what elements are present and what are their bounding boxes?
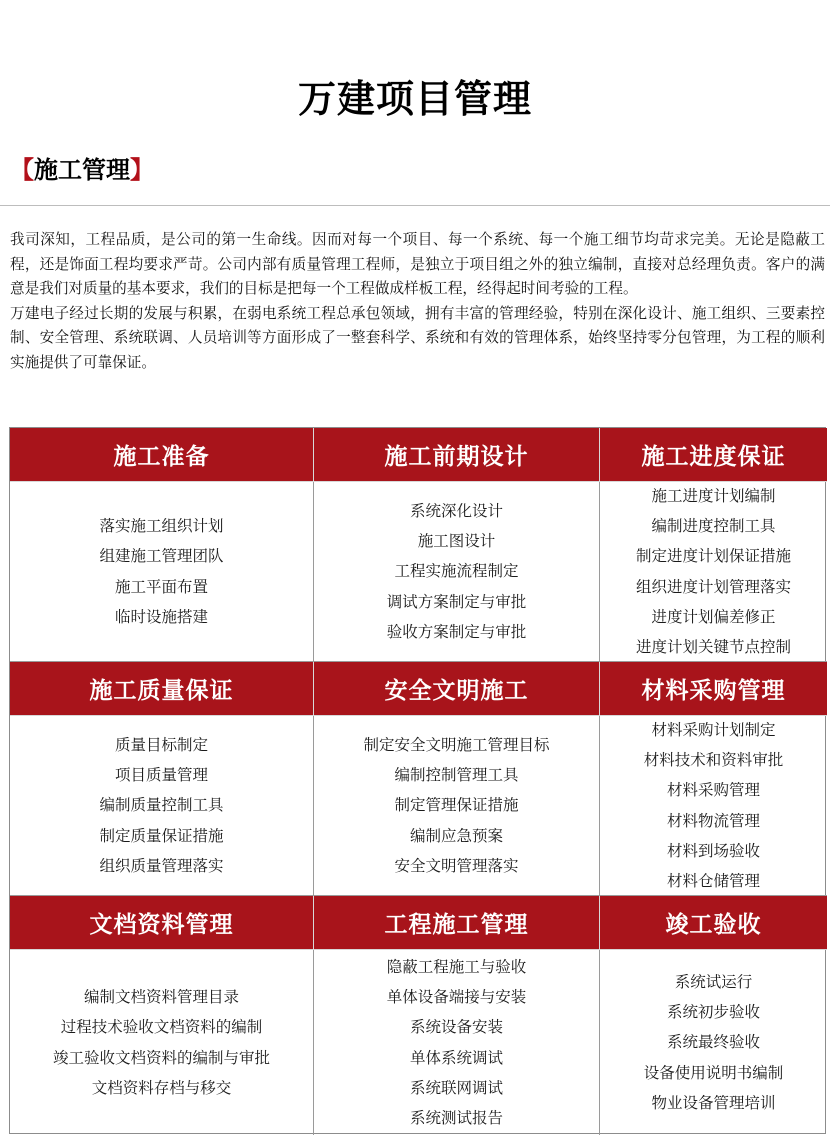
list-item: 安全文明管理落实 bbox=[394, 856, 519, 875]
category-header: 材料采购管理 bbox=[600, 662, 827, 716]
category-header: 施工前期设计 bbox=[314, 428, 600, 482]
category-header: 安全文明施工 bbox=[314, 662, 600, 716]
category-items bbox=[314, 950, 600, 1135]
category-items bbox=[10, 950, 314, 1135]
list-item: 编制文档资料管理目录 bbox=[83, 987, 239, 1006]
list-item: 施工图设计 bbox=[417, 532, 496, 551]
category-items bbox=[600, 950, 827, 1135]
list-item: 制定质量保证措施 bbox=[99, 826, 224, 845]
list-item: 系统设备安装 bbox=[409, 1018, 503, 1037]
category-header: 施工质量保证 bbox=[10, 662, 314, 716]
list-item: 制定管理保证措施 bbox=[394, 796, 519, 815]
list-item: 单体设备端接与安装 bbox=[386, 987, 527, 1006]
category-items bbox=[10, 482, 314, 662]
category-items bbox=[600, 482, 827, 662]
list-item: 临时设施搭建 bbox=[114, 607, 208, 626]
list-item: 项目质量管理 bbox=[114, 766, 208, 785]
section-label: 施工管理 bbox=[34, 155, 130, 184]
list-item: 系统初步验收 bbox=[666, 1003, 760, 1022]
list-item: 材料采购计划制定 bbox=[651, 720, 776, 739]
list-item: 材料物流管理 bbox=[666, 811, 760, 830]
list-item: 编制质量控制工具 bbox=[99, 796, 224, 815]
list-item: 单体系统调试 bbox=[409, 1048, 503, 1067]
category-header: 施工进度保证 bbox=[600, 428, 827, 482]
list-item: 材料技术和资料审批 bbox=[643, 750, 784, 769]
list-item: 系统深化设计 bbox=[409, 501, 503, 520]
list-item: 验收方案制定与审批 bbox=[386, 622, 527, 641]
list-item: 落实施工组织计划 bbox=[99, 516, 224, 535]
list-item: 过程技术验收文档资料的编制 bbox=[60, 1018, 263, 1037]
list-item: 制定安全文明施工管理目标 bbox=[363, 735, 550, 754]
section-heading bbox=[10, 150, 154, 185]
bracket-open: 【 bbox=[10, 155, 34, 184]
list-item: 组建施工管理团队 bbox=[99, 547, 224, 566]
list-item: 组织进度计划管理落实 bbox=[635, 577, 791, 596]
category-header: 竣工验收 bbox=[600, 896, 827, 950]
list-item: 组织质量管理落实 bbox=[99, 856, 224, 875]
list-item: 系统最终验收 bbox=[666, 1033, 760, 1052]
list-item: 竣工验收文档资料的编制与审批 bbox=[52, 1048, 270, 1067]
intro-text bbox=[10, 228, 825, 375]
page-title: 万建项目管理 bbox=[297, 76, 532, 121]
list-item: 工程实施流程制定 bbox=[394, 562, 519, 581]
list-item: 施工进度计划编制 bbox=[651, 486, 776, 505]
list-item: 施工平面布置 bbox=[114, 577, 208, 596]
list-item: 材料到场验收 bbox=[666, 841, 760, 860]
category-header: 工程施工管理 bbox=[314, 896, 600, 950]
list-item: 编制进度控制工具 bbox=[651, 516, 776, 535]
bracket-close: 】 bbox=[130, 155, 154, 184]
list-item: 设备使用说明书编制 bbox=[643, 1063, 784, 1082]
category-items bbox=[314, 482, 600, 662]
list-item: 进度计划偏差修正 bbox=[651, 607, 776, 626]
list-item: 调试方案制定与审批 bbox=[386, 592, 527, 611]
list-item: 系统试运行 bbox=[674, 972, 753, 991]
list-item: 隐蔽工程施工与验收 bbox=[386, 957, 527, 976]
list-item: 质量目标制定 bbox=[114, 735, 208, 754]
list-item: 系统测试报告 bbox=[409, 1109, 503, 1128]
list-item: 制定进度计划保证措施 bbox=[635, 547, 791, 566]
list-item: 文档资料存档与移交 bbox=[91, 1078, 232, 1097]
divider bbox=[0, 205, 830, 206]
intro-paragraph-2: 万建电子经过长期的发展与积累，在弱电系统工程总承包领域，拥有丰富的管理经验，特别在深化设计、施工组织、三要素控制、安全管理、系统联调、人员培训等方面形成了一整套科学、系统和有效的管理体系，始终坚持零分包管理，为工程的顺利实施提供了可靠保证。 bbox=[10, 304, 825, 371]
intro-paragraph-1: 我司深知，工程品质，是公司的第一生命线。因而对每一个项目、每一个系统、每一个施工细节均苛求完美。无论是隐蔽工程，还是饰面工程均要求严苛。公司内部有质量管理工程师，是独立于项目组之外的独立编制，直接对总经理负责。客户的满意是我们对质量的基本要求，我们的目标是把每一个工程做成样板工程，经得起时间考验的工程。 bbox=[10, 231, 825, 297]
category-items bbox=[10, 716, 314, 896]
list-item: 材料仓储管理 bbox=[666, 872, 760, 891]
list-item: 编制应急预案 bbox=[409, 826, 503, 845]
category-header: 施工准备 bbox=[10, 428, 314, 482]
management-grid bbox=[9, 427, 826, 1134]
list-item: 物业设备管理培训 bbox=[651, 1093, 776, 1112]
category-items bbox=[314, 716, 600, 896]
list-item: 材料采购管理 bbox=[666, 781, 760, 800]
category-items bbox=[600, 716, 827, 896]
list-item: 编制控制管理工具 bbox=[394, 766, 519, 785]
category-header: 文档资料管理 bbox=[10, 896, 314, 950]
list-item: 系统联网调试 bbox=[409, 1078, 503, 1097]
list-item: 进度计划关键节点控制 bbox=[635, 638, 791, 657]
